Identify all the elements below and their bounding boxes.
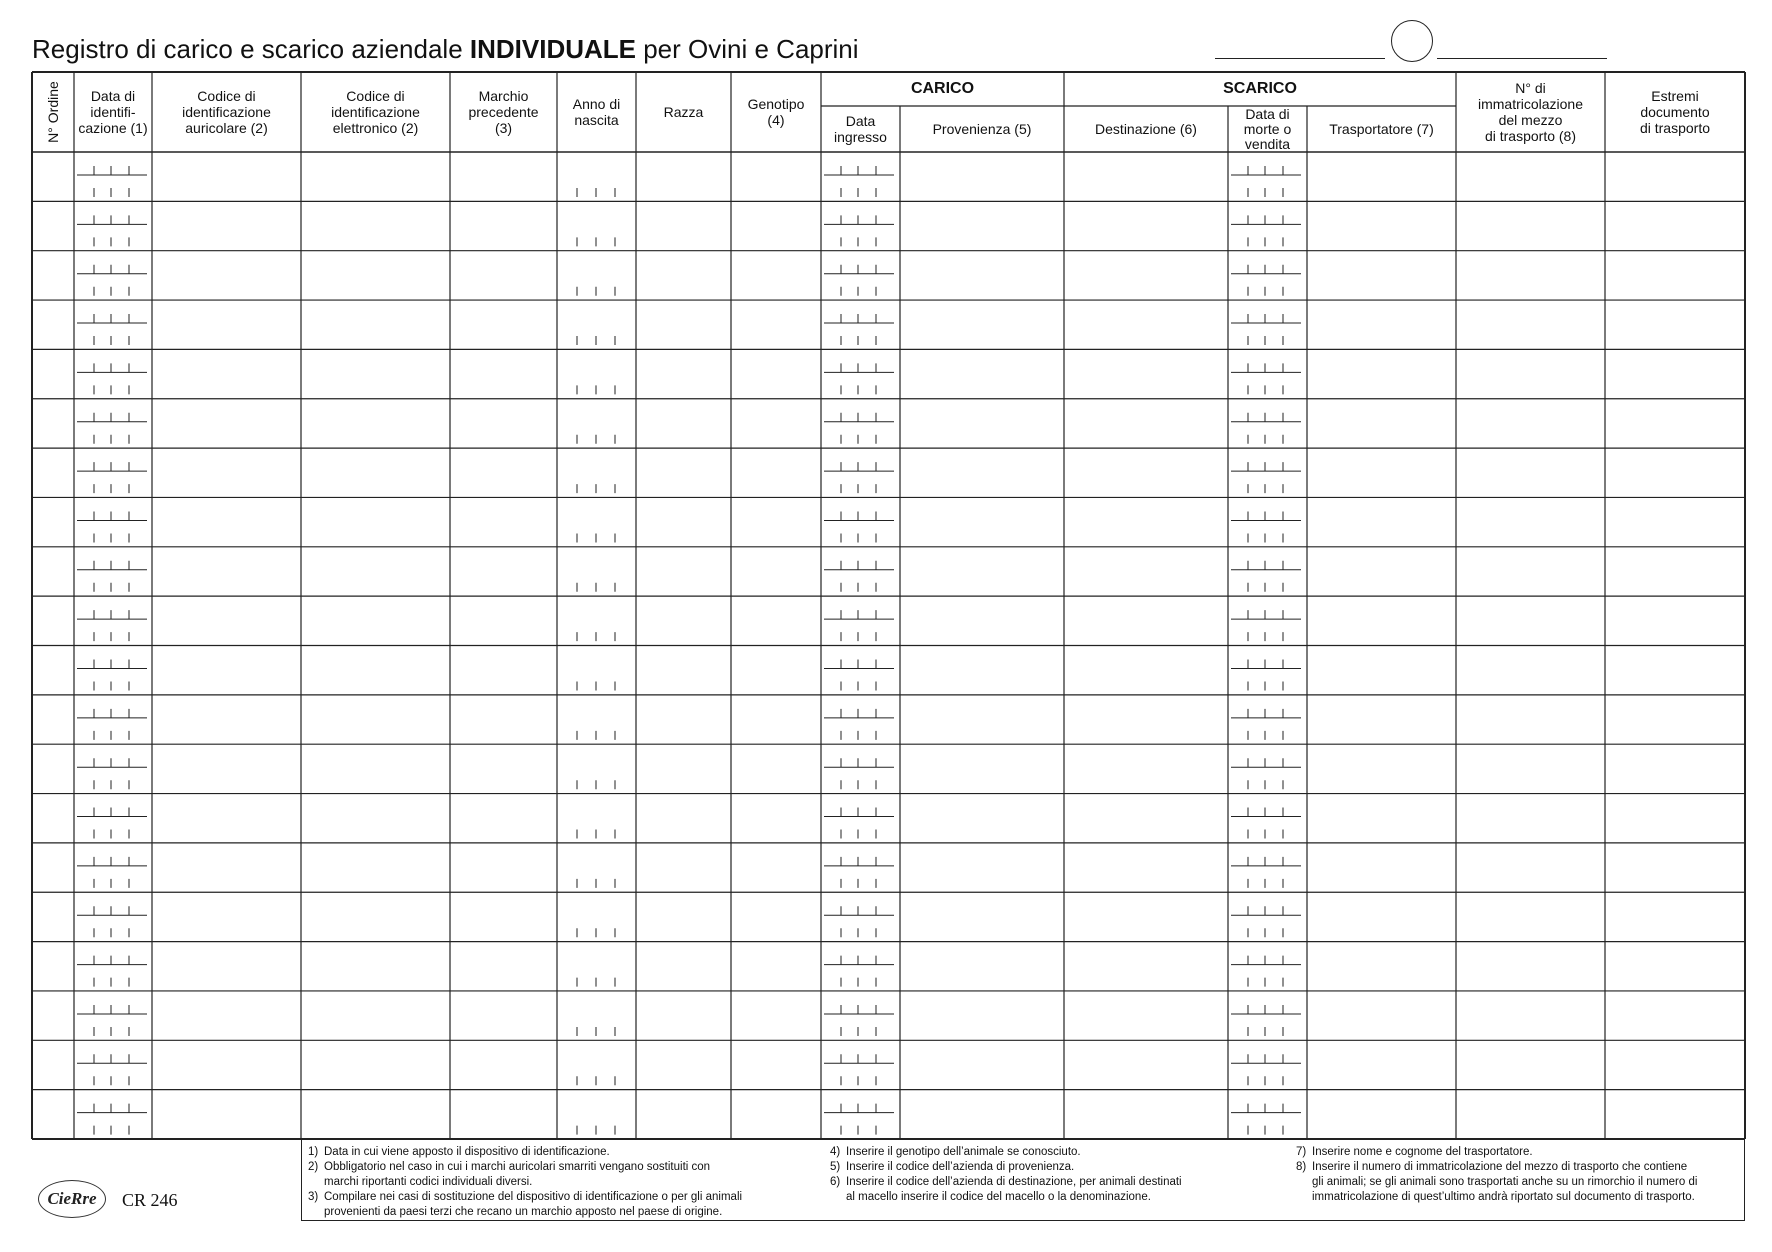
notes-column-1: [308, 1145, 808, 1220]
cierre-logo-icon: CieRre: [38, 1180, 106, 1218]
header-data-morte: Data di morte o vendita: [1243, 105, 1292, 152]
notes-column-2: [830, 1145, 1290, 1205]
header-provenienza: Provenienza (5): [932, 121, 1032, 137]
header-immatricolazione: N° di immatricolazione del mezzo di trasporto (8): [1477, 80, 1584, 144]
header-codice-auricolare: Codice di identificazione auricolare (2): [182, 88, 271, 136]
notes-column-3: [1296, 1145, 1742, 1205]
note-item: 4) Inserire il genotipo dell’animale se conosciuto.: [830, 1146, 1081, 1158]
form-code: CR 246: [122, 1190, 178, 1210]
title-bold: INDIVIDUALE: [469, 34, 636, 64]
header-razza: Razza: [663, 104, 704, 120]
header-trasportatore: Trasportatore (7): [1329, 121, 1434, 137]
note-item: 7) Inserire nome e cognome del trasportatore.: [1296, 1146, 1533, 1158]
header-marchio-precedente: Marchio precedente (3): [468, 88, 539, 136]
header-anno-nascita: Anno di nascita: [572, 96, 621, 128]
note-item: 3) Compilare nei casi di sostituzione del dispositivo di identificazione o per gli animali provenienti da paesi terzi che recano un marchio apposto nel paese di origine.: [308, 1191, 743, 1218]
title-post: per Ovini e Caprini: [636, 34, 859, 64]
note-item: 2) Obbligatorio nel caso in cui i marchi auricolari smarriti vengano sostituiti con marchi riportanti codici individuali diversi.: [308, 1161, 711, 1188]
header-codice-elettronico: Codice di identificazione elettronico (2): [331, 88, 420, 136]
header-genotipo: Genotipo (4): [747, 96, 805, 128]
header-carico: CARICO: [910, 80, 975, 97]
note-item: 8) Inserire il numero di immatricolazione del mezzo di trasporto che contiene gli animali; se gli animali sono trasportati anche su un rimorchio il numero di immatricolazione di quest’ultimo andrà riportato sul documento di trasporto.: [1296, 1161, 1698, 1203]
note-item: 6) Inserire il codice dell’azienda di destinazione, per animali destinati al macello inserire il codice del macello o la denominazione.: [830, 1176, 1182, 1203]
header-destinazione: Destinazione (6): [1095, 121, 1197, 137]
header-scarico: SCARICO: [1223, 80, 1297, 97]
note-item: 5) Inserire il codice dell’azienda di provenienza.: [830, 1161, 1075, 1173]
note-item: 1) Data in cui viene apposto il dispositivo di identificazione.: [308, 1146, 610, 1158]
header-data-identificazione: Data di identifi- cazione (1): [78, 88, 148, 136]
header-ordine: N° Ordine: [45, 81, 61, 143]
header-estremi: Estremi documento di trasporto: [1639, 88, 1711, 136]
header-data-ingresso: Data ingresso: [834, 113, 887, 145]
title-pre: Registro di carico e scarico aziendale: [32, 34, 470, 64]
